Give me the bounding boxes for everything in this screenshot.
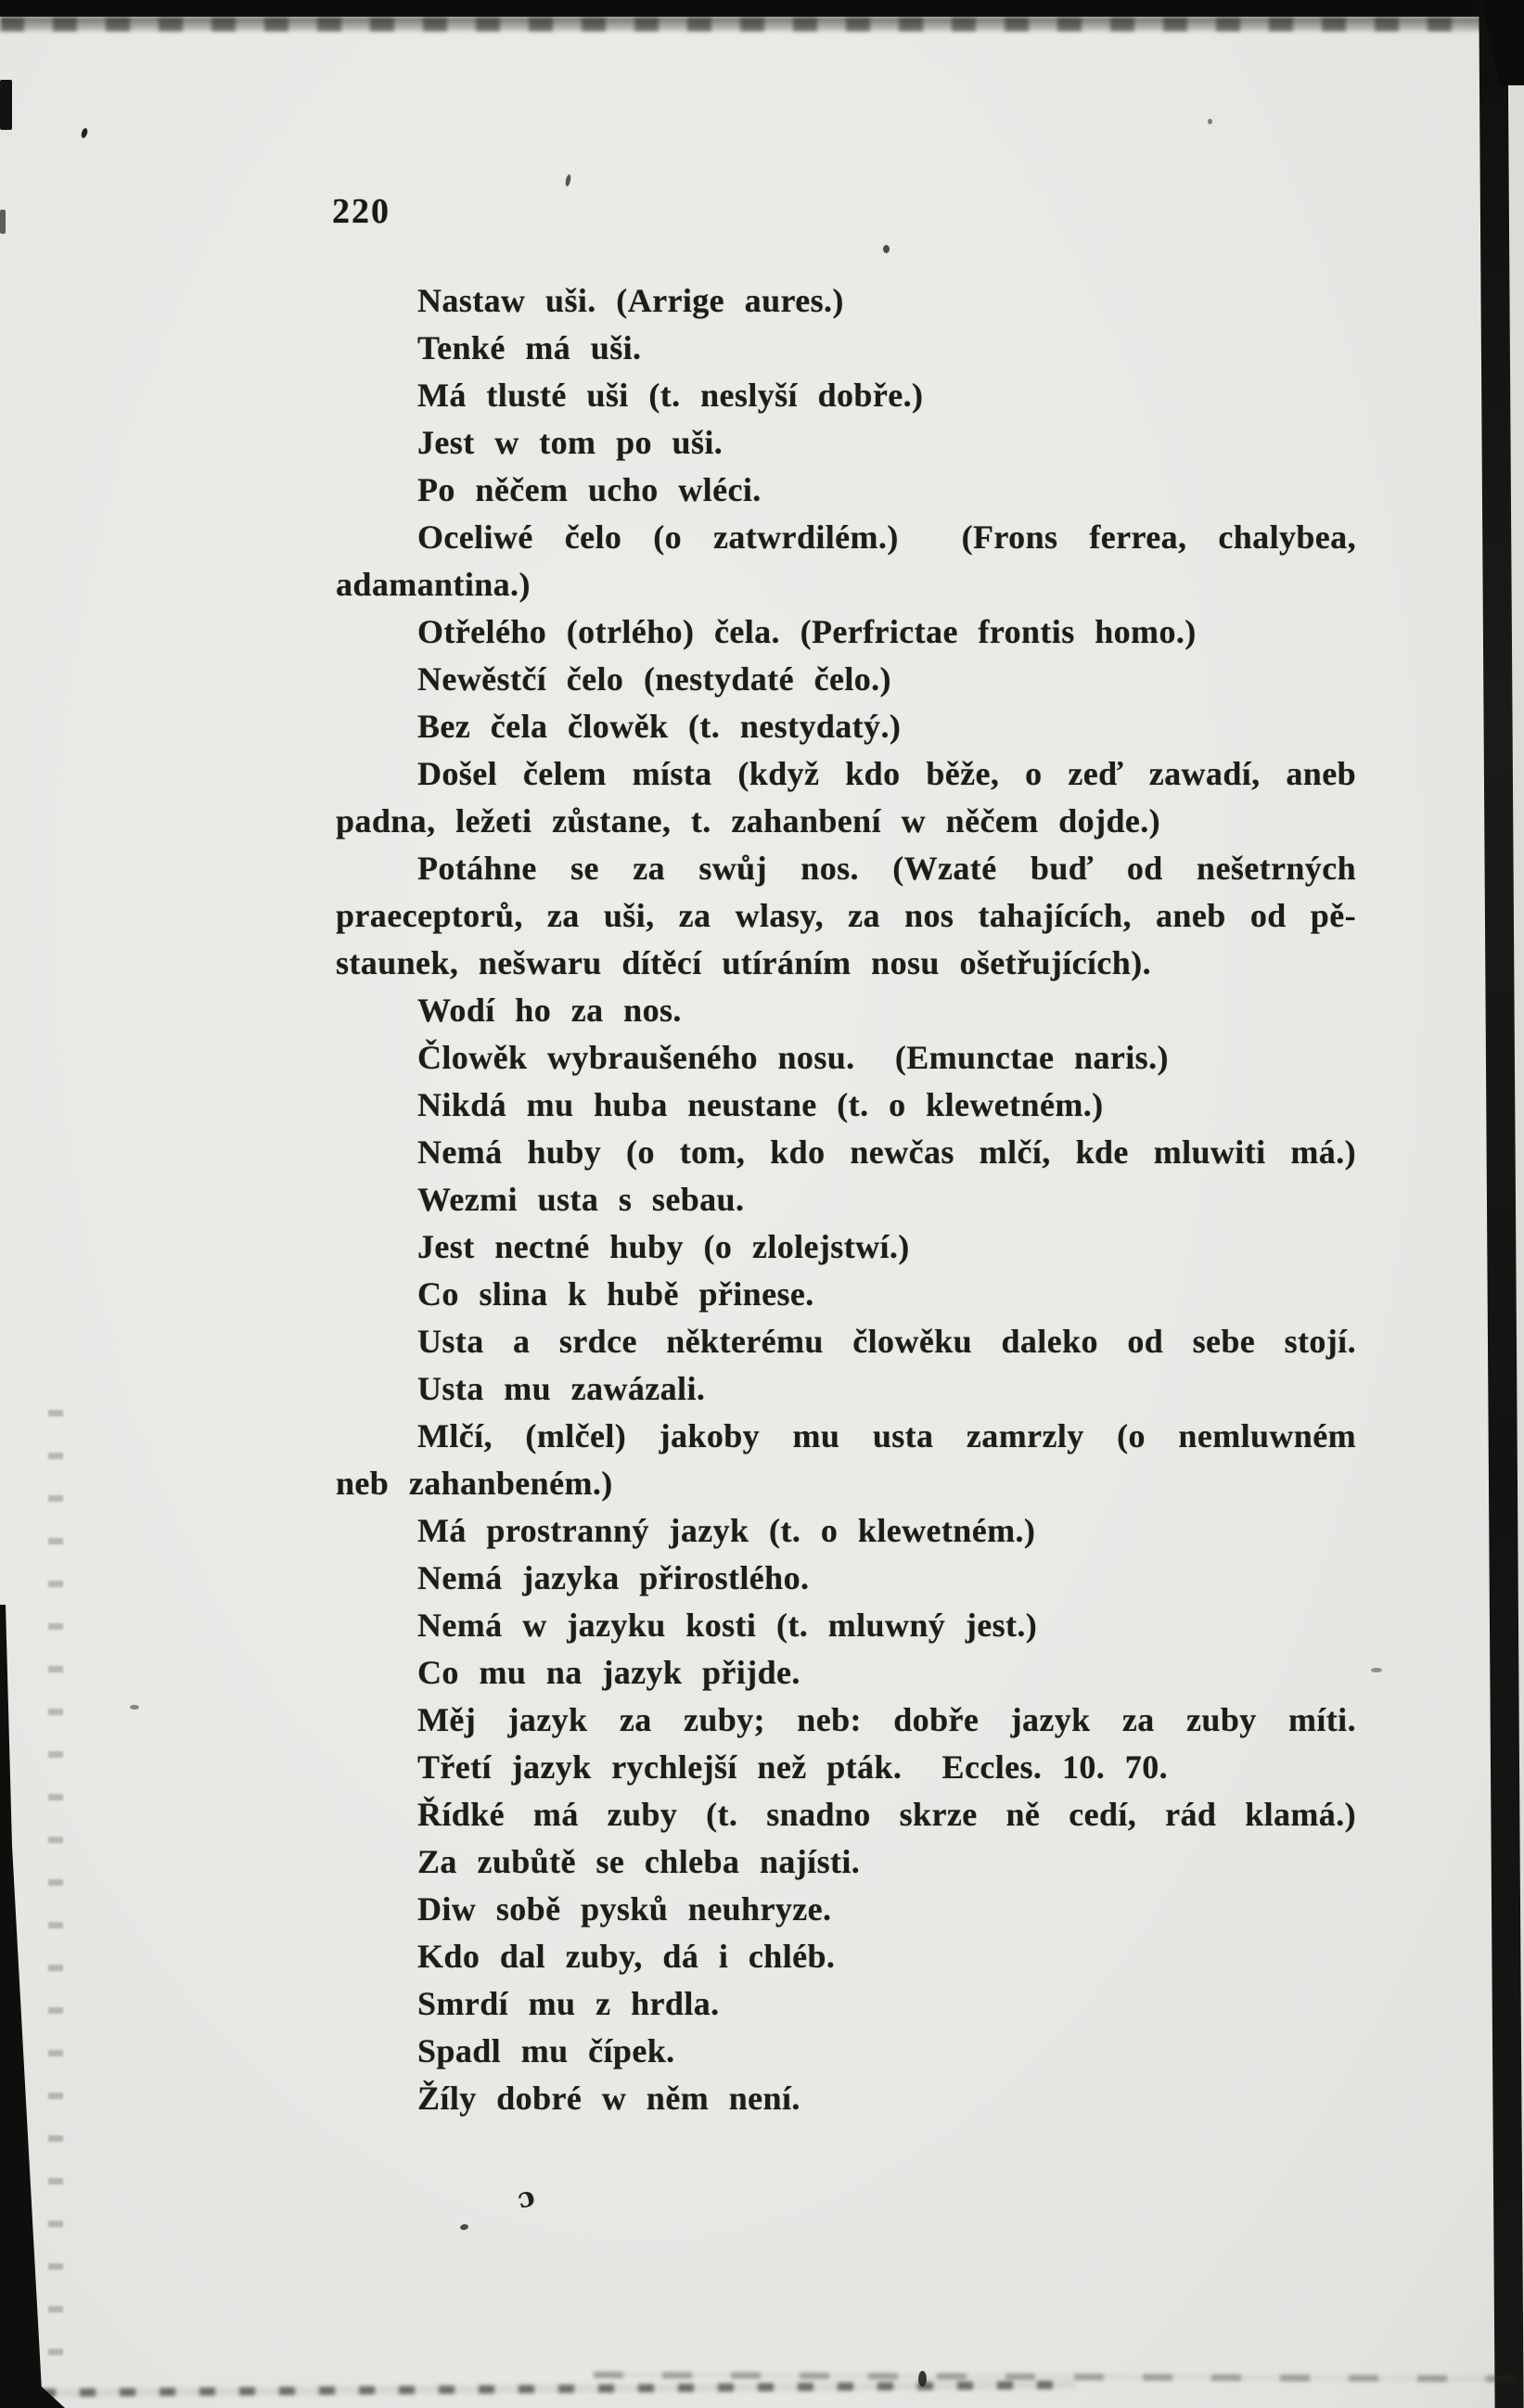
ink-speck: [1371, 1668, 1382, 1672]
proverb-line: Potáhne se za swůj nos. (Wzaté buď od nešetrných: [417, 850, 1356, 887]
ink-speck: [565, 174, 572, 187]
ink-speck: [1208, 119, 1212, 124]
proverb-line: Za zubůtě se chleba najísti.: [417, 1843, 861, 1880]
ink-curl-mark: ɔ: [514, 2180, 539, 2216]
proverb-line: Nikdá mu huba neustane (t. o klewetném.): [417, 1086, 1104, 1123]
proverb-line: Řídké má zuby (t. snadno skrze ně cedí, rád klamá.): [417, 1796, 1356, 1833]
proverb-line: Wezmi usta s sebau.: [417, 1181, 745, 1218]
proverb-line: Usta mu zawázali.: [417, 1370, 706, 1407]
proverb-line: Co mu na jazyk přijde.: [417, 1654, 800, 1691]
binding-specks: [48, 1410, 63, 2384]
ink-speck: [883, 245, 890, 253]
proverb-line: Otřelého (otrlého) čela. (Perfrictae frontis homo.): [417, 613, 1197, 650]
proverb-line: praeceptorů, za uši, za wlasy, za nos tahajících, aneb od pě-: [336, 897, 1356, 934]
proverb-line: Došel čelem místa (když kdo běže, o zeď zawadí, aneb: [417, 755, 1356, 792]
proverb-line: Nemá jazyka přirostlého.: [417, 1559, 810, 1596]
proverb-line: Má prostranný jazyk (t. o klewetném.): [417, 1512, 1036, 1549]
proverb-line: neb zahanbeném.): [336, 1465, 613, 1502]
proverb-line: Oceliwé čelo (o zatwrdilém.) (Frons ferrea, chalybea,: [417, 519, 1356, 556]
scan-edge-top: [0, 0, 1524, 17]
bottom-smudge: [0, 2380, 1076, 2397]
scan-edge-left-mark-small: [0, 210, 6, 234]
scan-edge-left-mark: [0, 80, 12, 130]
proverb-line: Newěstčí čelo (nestydaté čelo.): [417, 660, 891, 698]
proverb-line: Mlčí, (mlčel) jakoby mu usta zamrzly (o nemluwném: [417, 1417, 1356, 1454]
proverb-line: Měj jazyk za zuby; neb: dobře jazyk za zuby míti.: [417, 1701, 1356, 1738]
proverb-line: Wodí ho za nos.: [417, 992, 682, 1029]
scan-edge-left-wedge: [0, 1605, 43, 2408]
proverb-line: Diw sobě pysků neuhryze.: [417, 1890, 832, 1928]
ink-speck: [460, 2223, 469, 2230]
proverb-line: Nastaw uši. (Arrige aures.): [417, 282, 844, 319]
proverb-line: Jest nectné huby (o zlolejstwí.): [417, 1228, 910, 1265]
ink-speck: [918, 2371, 927, 2387]
proverb-line: Co slina k hubě přinese.: [417, 1275, 814, 1313]
proverb-line: Člowěk wybraušeného nosu. (Emunctae naris.): [417, 1039, 1169, 1076]
proverb-line: adamantina.): [336, 566, 531, 603]
proverb-line: Kdo dal zuby, dá i chléb.: [417, 1938, 836, 1975]
proverb-text-block: [336, 277, 1356, 2122]
proverb-line: Má tlusté uši (t. neslyší dobře.): [417, 377, 924, 414]
proverb-line: Bez čela člowěk (t. nestydatý.): [417, 708, 902, 745]
proverb-line: staunek, nešwaru dítěcí utíráním nosu ošetřujících).: [336, 944, 1152, 981]
proverb-line: Spadl mu čípek.: [417, 2032, 675, 2069]
proverb-line: Smrdí mu z hrdla.: [417, 1985, 720, 2022]
proverb-line: Jest w tom po uši.: [417, 424, 724, 461]
ink-speck: [80, 127, 88, 138]
proverb-line: Usta a srdce některému člowěku daleko od sebe stojí.: [417, 1323, 1356, 1360]
proverb-line: Třetí jazyk rychlejší než pták. Eccles. 10. 70.: [417, 1748, 1168, 1786]
proverb-line: Žíly dobré w něm není.: [417, 2080, 800, 2117]
proverb-line: Tenké má uši.: [417, 329, 642, 366]
proverb-line: padna, ležeti zůstane, t. zahanbení w něčem dojde.): [336, 802, 1161, 839]
proverb-line: Nemá w jazyku kosti (t. mluwný jest.): [417, 1607, 1038, 1644]
proverb-line: Nemá huby (o tom, kdo newčas mlčí, kde mluwiti má.): [417, 1134, 1356, 1171]
proverb-line: Po něčem ucho wléci.: [417, 471, 762, 508]
ink-speck: [130, 1705, 139, 1710]
page-number: 220: [332, 192, 391, 231]
